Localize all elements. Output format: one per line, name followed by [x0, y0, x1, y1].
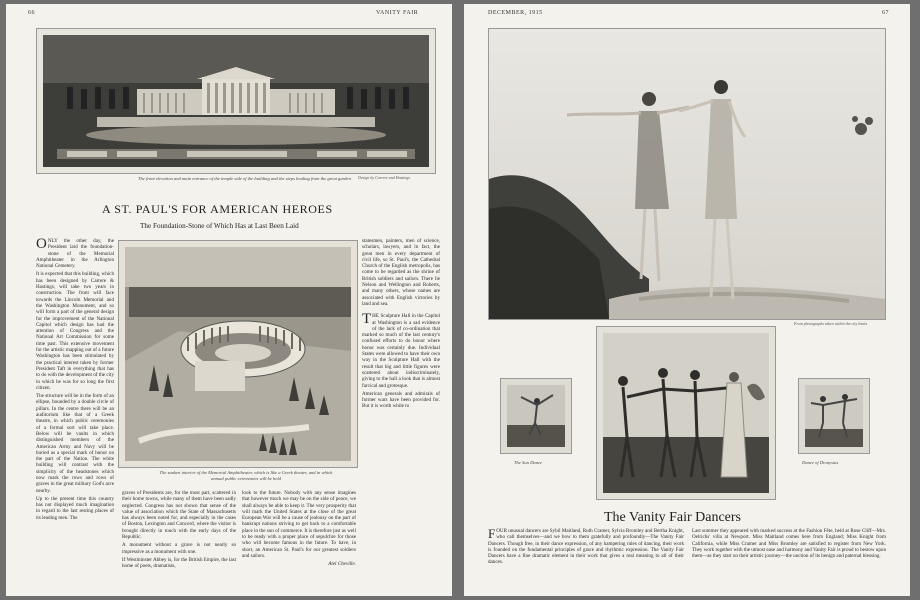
- col1-paragraph-1: NLY the other day, the President laid the foundation-stone of the Memorial Amphitheater in the Arlington National Cemetery.: [36, 238, 114, 270]
- sun-dance-caption: The Sun Dance: [514, 460, 543, 465]
- col3-paragraph: look to the future. Nobody with any sense imagines that however much we may be on the side of peace, we shall always be able to keep it. The very prosperity that will mark the United States at the close of the great European War will be a cause of jealousy on the part of bankrupt nations striving to get back to a comfortable place in the sun of commerce. It is therefore just as well to be ready with a proper place of sepulchre for those who will become famous in the future. To have, in short, an American St. Paul's for our greatest soldiers and sailors.: [242, 490, 356, 559]
- dancers-paragraph-2: Last summer they appeared with marked success at the Fashion Fête, held at Rose Cliff—Mrs. Oelrichs' villa at Newport. Miss Maitland comes here from England; Miss Knight from California, while Miss Cramer and Miss Bromley are satisfied to register from New York. They work together with the utmost ease and harmony and Vanity Fair is proud to bestow upon them—as they start on their artistic journey—the unction of its benign and paternal blessing.: [692, 528, 886, 560]
- amphitheater-image: [118, 240, 358, 468]
- dancers-title: The Vanity Fair Dancers: [604, 510, 741, 525]
- dropcap-t: T: [362, 311, 372, 328]
- temple-elevation-credit: Design by Carrere and Hastings: [358, 175, 410, 180]
- dropcap-f: F: [488, 528, 496, 541]
- right-page-number: 67: [882, 10, 889, 16]
- article-subtitle: The Foundation-Stone of Which Has at Last Been Laid: [140, 222, 299, 230]
- article-column-1: [36, 238, 114, 594]
- dancers-main-photo: [488, 28, 886, 320]
- amphitheater-drawing: [119, 241, 357, 467]
- amphitheater-caption: The sunken interior of the Memorial Amphitheater, which is like a Greek theater, and in which annual public ceremonies will be held: [159, 470, 333, 481]
- col2-paragraph-1: graves of Presidents are, for the most part, scattered in their home towns, while many of them have been sadly neglected. Congress has not shown that sense of the value of association which the State of Massachusetts has always been noted for, and especially in the cases of Boston, Lexington and Concord, where the visitor is brought directly in touch with the early days of the Republic.: [122, 490, 236, 541]
- left-page: [6, 4, 452, 596]
- left-page-number: 66: [28, 10, 35, 16]
- dropcap-o: O: [36, 238, 47, 252]
- col1-paragraph-2: It is expected that this building, which has been designed by Carrere & Hastings, will take two years in construction. The front will face towards the Lincoln Memorial and the Washington Monument, and so will form a part of the general design for the improvement of the National Capitol which design has had the attention of Congress and the National Art Commission for some time past. This extensive movement for the artistic mapping out of a future Washington has been stimulated by the practical interest taken by former President Taft in everything that has to do with the development of the city in which he was for so long the first citizen.: [36, 271, 114, 391]
- col2-paragraph-3: If Westminster Abbey is, for the British Empire, the last home of poets, dramatists,: [122, 556, 236, 570]
- col4-paragraph-2: HE Sculpture Hall in the Capitol at Washington is a sad evidence of the lack of co-ordination that marked so much of the last century's confused efforts to do honor where honor was certainly due. Individual States were allowed to have their own way in the Sculpture Hall with the result that big and little figures were scattered about indiscriminately, giving to the hall a look that is almost farcical and grotesque.: [362, 313, 440, 389]
- dancers-body-right: [692, 528, 886, 594]
- article-column-3: [242, 490, 356, 594]
- article-title: A ST. PAUL'S FOR AMERICAN HEROES: [102, 202, 333, 216]
- right-running-head: DECEMBER, 1915: [488, 10, 543, 16]
- sun-dance-photo: [500, 378, 572, 454]
- temple-elevation-image: [36, 28, 436, 174]
- temple-elevation-caption: The front elevation and main entrance of the temple side of the building and the steps leading from the great garden: [138, 176, 351, 181]
- article-column-2: [122, 490, 236, 594]
- sun-dance-drawing: [501, 379, 571, 453]
- col3-signature: Atel Cheville.: [328, 561, 356, 568]
- dancers-photo-credit: From photographs taken within the city limits: [794, 321, 868, 326]
- group-dance-drawing: [597, 327, 775, 499]
- right-page: [464, 4, 910, 596]
- group-dance-photo: [596, 326, 776, 500]
- dancers-paragraph-1: OUR unusual dancers are Sybil Maitland, Ruth Cramer, Sylvia Bromley and Bertha Knight, who call themselves—and we bow to them gratefully and profoundly—The Vanity Fair Dancers. Though free, in their dance expression, of any hampering rules of dancing, their work is founded on the fundamental principles of grace and rhythmic expression. The Vanity Fair Dancers have a fine dramatic element in their work that gives a real meaning to all of their dances.: [488, 528, 684, 566]
- dancers-body-left: [488, 528, 684, 594]
- col4-paragraph-1: statesmen, painters, men of science, scholars, lawyers, and in fact, the great men in every department of civil life, so St. Paul's, the Cathedral Church of the English metropolis, has come to be regarded as the shrine of British soldiers and sailors. There lie Nelson and Wellington and Roberts, and many others, whose names are associated with English victories by land and sea.: [362, 238, 440, 307]
- dancers-main-drawing: [489, 29, 885, 319]
- col4-paragraph-3: American generals and admirals of former wars have been provided for. But it is worth while to: [362, 390, 440, 410]
- dionysius-drawing: [799, 379, 869, 453]
- col1-paragraph-3: The structure will be in the form of an ellipse, bounded by a double circle of pillars. In the centre there will be an auditorium like that of a Greek theatre, in which public ceremonies of a formal sort will take place. Below will be vaults in which distinguished members of the American Army and Navy will be buried as a special mark of honor on the part of the Nation. The white building will contrast with the simplicity of the headstones which now mark the rows and rows of graves in the great military God's acre nearby.: [36, 393, 114, 494]
- col1-paragraph-4: Up to the present time this country has not displayed much imagination in regard to the last resting places of its leading men. The: [36, 495, 114, 521]
- article-column-4: [362, 238, 440, 594]
- temple-elevation-drawing: [37, 29, 435, 173]
- dionysius-caption: Dance of Dionysius: [802, 460, 839, 465]
- col2-paragraph-2: A monument without a grave is not nearly so impressive as a monument with one.: [122, 542, 236, 555]
- dance-of-dionysius-photo: [798, 378, 870, 454]
- left-running-head: VANITY FAIR: [376, 10, 419, 16]
